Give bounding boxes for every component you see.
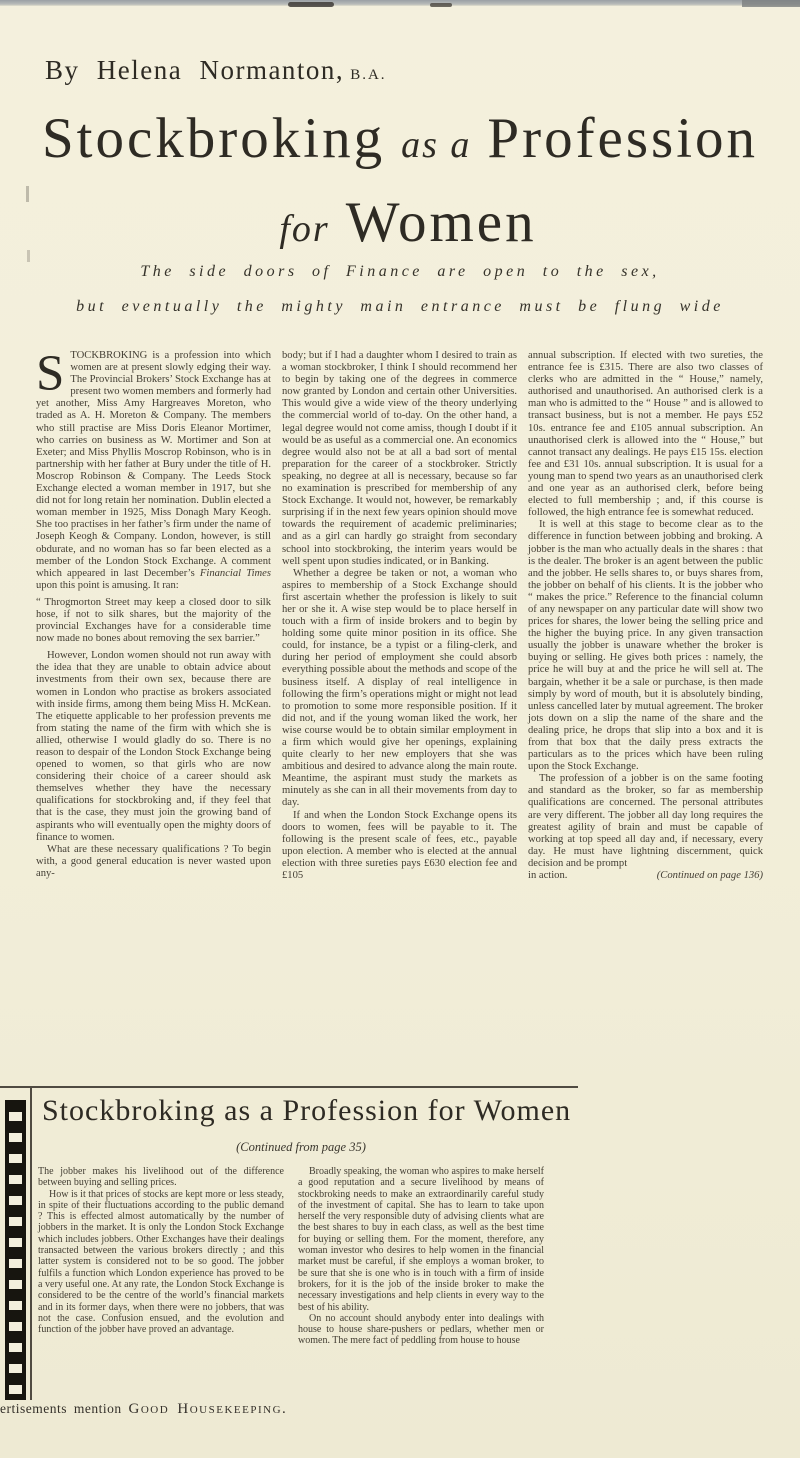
article-paragraph: How is it that prices of stocks are kept more or less steady, in spite of their fluctuations according to the public demand ? This is effected almost automatically by the number of jobbers in the market. It is only the London Stock Exchange which includes jobbers. Other Exchanges have their dealings transacted between the various brokers directly ; and this latter system is considered not to be so good. The jobber fulfils a function which London experience has proved to be a very useful one. At any rate, the London Stock Exchange is considered to be the centre of the world’s financial markets and in its former days, when there were no jobbers, that was not the case. Confusion ensued, and the evolution and function of the jobber have proved an advantage. (38, 1188, 284, 1336)
section-divider-rule (0, 1086, 578, 1088)
title-word-italic: for (279, 208, 330, 250)
scan-smudge (430, 3, 452, 7)
byline-author: By Helena Normanton, (45, 55, 345, 85)
article-column-1 (36, 346, 271, 882)
article-title (0, 104, 800, 272)
article-paragraph: If and when the London Stock Exchange opens its doors to women, fees will be payable to it. The following is the present scale of fees, etc., payable upon election. A member who is elected at the annual election with three sureties pays £630 election fee and £105 (282, 809, 517, 882)
title-word: Women (345, 191, 537, 254)
decorative-border-strip (5, 1100, 26, 1400)
title-line-1 (0, 104, 800, 188)
article-body (36, 346, 765, 882)
continuation-column-2 (298, 1166, 544, 1347)
title-word-italic: as a (401, 124, 472, 166)
article-paragraph: body; but if I had a daughter whom I desired to train as a woman stockbroker, I think I should recommend her to begin by taking one of the degrees in commerce now granted by London and certain other Universities. This would give a wide view of the theory underlying the commercial world of to-day. On the other hand, a legal degree would not come amiss, though I doubt if it would be as useful as a commercial one. An economics degree would also not be at all a bad sort of mental preparation for the career of a stockbroker. Strictly speaking, no degree at all is necessary, because so far no examination is prescribed for membership of any Stock Exchange. It would not, however, be remarkably surprising if in the next few years opinion should move towards the requirement of academic preliminaries; and as a girl can hardly go straight from secondary school into stockbroking, the interim years would be well spent upon studies indicated, or in Banking. (282, 350, 517, 567)
drop-cap: S (36, 346, 65, 402)
page-footer (0, 1401, 287, 1418)
continuation-heading: Stockbroking as a Profession for Women (42, 1094, 572, 1127)
title-word: Profession (487, 107, 759, 170)
byline (45, 55, 387, 86)
scan-smudge (288, 2, 334, 7)
article-last-line (528, 870, 763, 882)
article-paragraph: However, London women should not run away with the idea that they are unable to obtain advice about investments from their own sex, because there are women in London who practise as brokers associated with inside firms, among them being Miss H. McKean. The etiquette applicable to her profession prevents me from stating the name of the firm with which she is allied, otherwise I would gladly do so. There is no reason to despair of the London Stock Exchange being opened to women, so that girls who are now considering their choice of a career should ask themselves whether they have the necessary qualifications for stockbroking and, if they feel that that is the case, they must join the growing band of aspirants who will eventually open the mighty doors of finance to women. (36, 650, 271, 843)
footer-text: ertisements mention (0, 1401, 129, 1416)
article-quote: “ Throgmorton Street may keep a closed door to silk hose, if not to silk shares, but the majority of the provincial Exchanges have for a considerable time now made no bones about removing the sex barrier.” (36, 596, 271, 645)
subtitle-line-2: but eventually the mighty main entrance must be flung wide (76, 298, 724, 315)
paragraph-text: TOCKBROKING is a profession into which women are at present slowly edging their way. The Provincial Brokers’ Stock Exchange has at present two women members and formerly had yet another, Miss Amy Hargreaves Moreton, who traded as A. H. Moreton & Company. The members who still practise are Miss Doris Eleanor Mortimer, who carries on business as W. Mortimer and Son at Exeter; and Miss Phyllis Moscrop Robinson, who is in partnership with her father at Bury under the title of H. Moscrop Robinson & Company. The Leeds Stock Exchange elected a woman member in 1917, but she did not for long retain her nomination. Dublin elected a woman member in 1925, Miss Donagh Mary Keogh. She too practises in her father’s firm under the name of Joseph Keogh & Company. London, however, is still obdurate, and no woman has so far been elected as a member of the London Stock Exchange. A comment which appeared in last December’s (36, 350, 271, 579)
title-line-2 (0, 188, 800, 272)
continuation-body (38, 1166, 544, 1347)
article-paragraph (36, 346, 271, 592)
article-paragraph: The jobber makes his livelihood out of the difference between buying and selling prices. (38, 1166, 284, 1189)
article-paragraph: What are these necessary qualifications ? To begin with, a good general education is never wasted upon any- (36, 843, 271, 879)
article-paragraph: On no account should anybody enter into dealings with house to house share-pushers or pedlars, whether men or women. The mere fact of peddling from house to house (298, 1312, 544, 1347)
continued-from-note: (Continued from page 35) (236, 1140, 366, 1154)
article-subtitle (0, 263, 800, 316)
continuation-column-1 (38, 1166, 284, 1347)
paragraph-text: upon this point is amusing. It ran: (36, 579, 179, 591)
article-paragraph: Broadly speaking, the woman who aspires to make herself a good reputation and a secure livelihood by means of stockbroking needs to make an extraordinarily careful study of the investment of capital. She has to learn to take upon herself the very responsible duty of advising clients what are the best shares to buy in each class, as well as the best time for buying or selling them. For the moment, therefore, any woman investor who desires to help women in the financial market must be careful, if she employs a woman broker, to be sure that she is one who is in touch with a firm of inside brokers, for it is the job of the inside broker to make the necessary investigations and help clients in every way to the best of his ability. (298, 1166, 544, 1313)
continued-on-note: (Continued on page 136) (656, 870, 763, 882)
article-paragraph: It is well at this stage to become clear as to the difference in function between jobbing and broking. A jobber is the man who actually deals in the shares : that is the dealer. The broker is an agent between the public and the jobber. He sells shares to, or buys shares from, the jobber on behalf of his clients. It is the jobber who “ makes the price.” Reference to the financial column of any newspaper on any particular date will show two prices for shares, the lower being the selling price and the higher the buying price. In any given transaction usually the jobber is unaware whether the broker is buying or selling. He gives both prices : namely, the price he will buy at and the price he will sell at. The bargain, whether it be a sale or purchase, is then made simply by word of mouth, but it is absolutely binding, unless cancelled later by mutual agreement. The broker jots down on a slip the name of the share and the dealing price, he drops that slip into a box and it is from that box that the daily press extracts the particulars as to the prices which have been ruling upon the Stock Exchange. (528, 519, 763, 773)
article-paragraph: The profession of a jobber is on the same footing and standard as the broker, so far as membership qualifications are concerned. The personal attributes are very different. The jobber all day long requires the greatest agility of brain and must be capable of working at top speed all day and, if necessary, every day. He must have lightning discernment, quick decision and be prompt (528, 773, 763, 869)
subtitle-line-1: The side doors of Finance are open to the sex, (140, 263, 660, 280)
article-column-2 (282, 350, 517, 882)
scan-smudge (742, 0, 800, 7)
column-rule (30, 1086, 32, 1400)
article-paragraph: Whether a degree be taken or not, a woman who aspires to membership of a Stock Exchange should first ascertain whether the profession is likely to suit her or she it. A wise step would be to place herself in touch with a firm of inside brokers and to begin by holding some quite minor position in its office. She could, for instance, be a typist or a filing-clerk, and during her period of employment she could absorb everything possible about the methods and scope of the business itself. A display of real intelligence in following the firm’s operations might or might not lead to promotion to some more responsible position. If it did not, and if the young woman liked the work, her wise course would be to obtain similar employment in a firm which would give her openings, explaining quite clearly to her new employers that she was ambitious and desired to advance along the main route. Meantime, the aspirant must study the markets as minutely as she can in all their movements from day to day. (282, 567, 517, 809)
scan-edge-top (0, 0, 800, 6)
footer-brand: Good Housekeeping. (128, 1401, 288, 1417)
byline-degree: B.A. (350, 67, 387, 83)
article-paragraph: annual subscription. If elected with two sureties, the entrance fee is £315. There are also two classes of clerks who are admitted in the “ House,” namely, authorised and unauthorised. An authorised clerk is a man who is admitted to the “ House ” and is allowed to transact business, but is not a member. He pays £52 10s. entrance fee and £105 annual subscription. An unauthorised clerk is allowed into the “ House,” but cannot transact any dealings. He pays £15 15s. election fee and £31 10s. annual subscription. It is usual for a young man to spend two years as an unauthorised clerk and one year as an authorised clerk, before being elected to full membership ; and, if this course is followed, the high entrance fee is somewhat reduced. (528, 350, 763, 519)
title-word: Stockbroking (41, 107, 386, 170)
paragraph-text: in action. (528, 870, 568, 882)
article-column-3 (528, 350, 763, 882)
italic-citation: Financial Times (199, 567, 271, 579)
